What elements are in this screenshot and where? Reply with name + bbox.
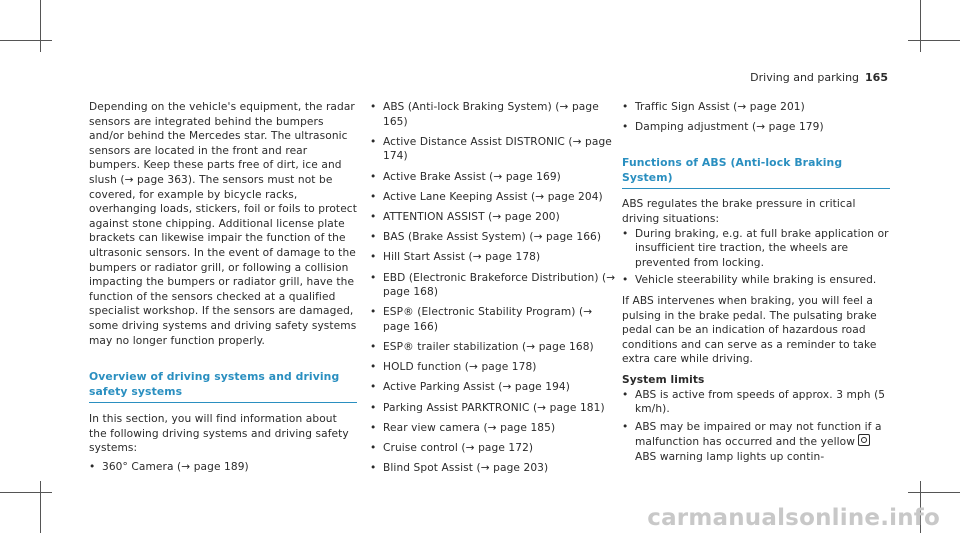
system-limits-heading: System limits — [622, 373, 705, 386]
list-item[interactable]: • Active Distance Assist DISTRONIC (→ page 174) — [370, 135, 620, 164]
list-item: • ABS is active from speeds of approx. 3 mph (5 km/h). — [622, 388, 890, 417]
list-item[interactable]: • Damping adjustment (→ page 179) — [622, 120, 890, 135]
list-item[interactable]: • ATTENTION ASSIST (→ page 200) — [370, 210, 620, 225]
abs-intro: ABS regulates the brake pressure in critical driving situations: — [622, 198, 856, 225]
crop-mark — [40, 0, 41, 52]
list-item[interactable]: • Parking Assist PARKTRONIC (→ page 181) — [370, 401, 620, 416]
page-number: 165 — [865, 71, 888, 84]
list-item[interactable]: • Cruise control (→ page 172) — [370, 441, 620, 456]
crop-mark — [0, 492, 52, 493]
crop-mark — [908, 492, 960, 493]
list-item[interactable]: • Blind Spot Assist (→ page 203) — [370, 461, 620, 476]
column-right — [622, 100, 890, 464]
section-title: Driving and parking — [750, 71, 860, 84]
overview-list — [89, 460, 357, 475]
overview-paragraph: In this section, you will find information about the following driving systems and driving safety systems: — [89, 413, 349, 455]
abs-list — [622, 227, 890, 288]
section-heading-abs: Functions of ABS (Anti-lock Braking System) — [622, 156, 890, 189]
crop-mark — [920, 0, 921, 52]
sensor-paragraph: Depending on the vehicle's equipment, the radar sensors are integrated behind the bumpers and/or behind the Mercedes star. The ultrasonic sensors are located in the front and rear bumpers. Keep these parts free of dirt, ice and slush (→ page 363). The sensors must not be covered, for example by bicycle racks, overhanging loads, stickers, foil or foils to protect against stone chipping. Additional license plate brackets can likewise impair the function of the ultrasonic sensors. In the event of damage to the bumpers or radiator grill, or following a collision impacting the bumpers or radiator grill, have the function of the sensors checked at a qualified specialist workshop. If the sensors are damaged, some driving systems and driving safety systems may no longer function properly. — [89, 101, 357, 347]
abs-paragraph: If ABS intervenes when braking, you will feel a pulsing in the brake pedal. The pulsating brake pedal can be an indication of hazardous road conditions and can serve as a reminder to take extra care while driving. — [622, 294, 877, 366]
abs-warning-lamp-icon — [858, 434, 870, 446]
crop-mark — [40, 481, 41, 533]
list-item[interactable]: • Rear view camera (→ page 185) — [370, 421, 620, 436]
list-item[interactable]: • EBD (Electronic Brakeforce Distribution) (→ page 168) — [370, 271, 620, 300]
list-item — [622, 420, 890, 465]
crop-mark — [0, 40, 52, 41]
systems-list — [370, 100, 620, 476]
crop-mark — [908, 40, 960, 41]
list-item[interactable]: • Active Parking Assist (→ page 194) — [370, 380, 620, 395]
watermark: carmanualsonline.info — [647, 505, 940, 531]
list-item[interactable]: • 360° Camera (→ page 189) — [89, 460, 357, 475]
list-item[interactable]: • Hill Start Assist (→ page 178) — [370, 250, 620, 265]
list-item: • Vehicle steerability while braking is ensured. — [622, 273, 890, 288]
column-middle — [370, 100, 620, 481]
list-item[interactable]: • ABS (Anti-lock Braking System) (→ page 165) — [370, 100, 620, 129]
limits-text: ABS may be impaired or may not function if a malfunction has occurred and the yellow — [635, 420, 882, 449]
list-item[interactable]: • Active Brake Assist (→ page 169) — [370, 170, 620, 185]
running-header — [750, 71, 888, 84]
column-left — [89, 100, 357, 475]
list-item: • During braking, e.g. at full brake application or insufficient tire traction, the wheels are prevented from locking. — [622, 227, 890, 271]
list-item[interactable]: • ESP® trailer stabilization (→ page 168) — [370, 340, 620, 355]
list-item[interactable]: • Traffic Sign Assist (→ page 201) — [622, 100, 890, 115]
list-item[interactable]: • ESP® (Electronic Stability Program) (→ page 166) — [370, 305, 620, 334]
list-item[interactable]: • HOLD function (→ page 178) — [370, 360, 620, 375]
list-item[interactable]: • Active Lane Keeping Assist (→ page 204) — [370, 190, 620, 205]
limits-list — [622, 388, 890, 465]
section-heading-overview: Overview of driving systems and driving safety systems — [89, 370, 357, 403]
limits-text-cont: ABS warning lamp lights up contin- — [635, 450, 825, 463]
list-item[interactable]: • BAS (Brake Assist System) (→ page 166) — [370, 230, 620, 245]
systems-list-continued — [622, 100, 890, 134]
